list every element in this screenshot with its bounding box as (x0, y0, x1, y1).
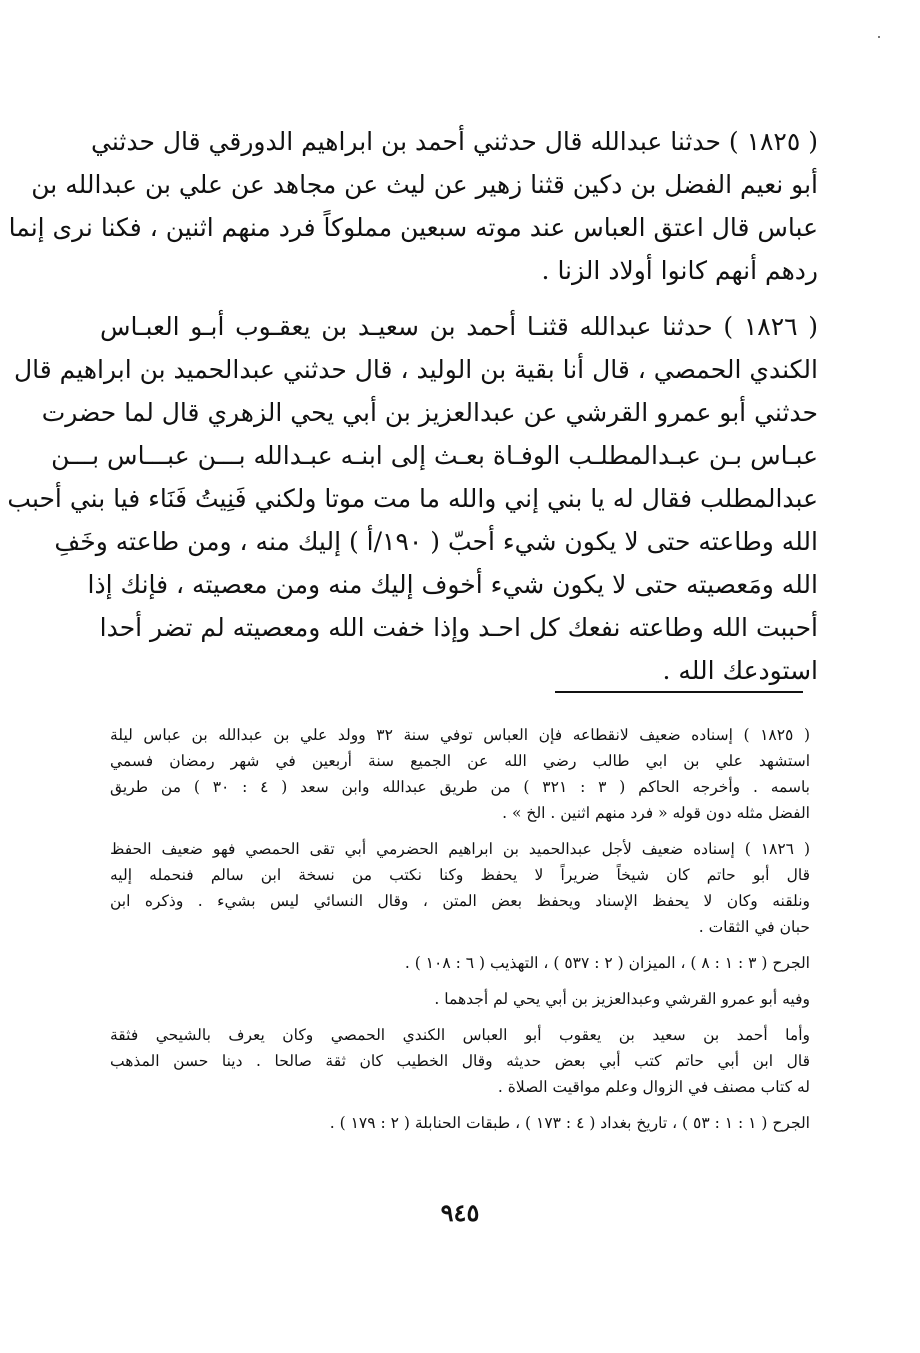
footnote-line: الفضل مثله دون قوله « فرد منهم اثنين . الخ » . (502, 804, 810, 822)
footnote-line: حبان في الثقات . (698, 918, 810, 936)
footnote-line: له كتاب مصنف في الزوال وعلم مواقيت الصلاة . (497, 1078, 810, 1096)
footnote-line: وفيه أبو عمرو القرشي وعبدالعزيز بن أبي يحي لم أجدهما . (434, 990, 810, 1008)
text-line: استودعك الله . (662, 656, 818, 685)
footnote-line: ( ١٨٢٥ ) إسناده ضعيف لانقطاعه فإن العباس توفي سنة ٣٢ وولد علي بن عبدالله بن عباس ليلة (110, 726, 810, 744)
hadith-1825 (8, 120, 818, 292)
footnote-references (110, 950, 810, 976)
text-line: حدثني أبو عمرو القرشي عن عبدالعزيز بن أبي يحي الزهري قال لما حضرت (41, 398, 818, 427)
text-line: عبدالمطلب فقال له يا بني إني والله ما مت موتا ولكني فَنِيتُ فَنَاء فيا بني أحبب (7, 484, 818, 513)
footnote-line: الجرح ( ٣ : ١ : ٨ ) ، الميزان ( ٢ : ٥٣٧ ) ، التهذيب ( ٦ : ١٠٨ ) . (404, 954, 810, 972)
text-line: ردهم أنهم كانوا أولاد الزنا . (541, 256, 818, 285)
text-line: الكندي الحمصي ، قال أنا بقية بن الوليد ، قال حدثني عبدالحميد بن ابراهيم قال (13, 355, 818, 384)
footnote-1825 (110, 722, 810, 826)
footnote-separator (555, 691, 803, 693)
footnotes (110, 722, 810, 1146)
footnote-line: قال أبو حاتم كان شيخاً ضريراً لا يحفظ وكنا نكتب من نسخة ابن سالم فنحمله إليه (110, 866, 810, 884)
footnote-line: وأما أحمد بن سعيد بن يعقوب أبو العباس الكندي الحمصي وكان يعرف بالشيحي فثقة (110, 1026, 810, 1044)
scan-speck (878, 36, 880, 38)
text-line: ( ١٨٢٥ ) حدثنا عبدالله قال حدثني أحمد بن ابراهيم الدورقي قال حدثني (90, 127, 818, 156)
text-line: الله ومَعصيته حتى لا يكون شيء أخوف إليك منه ومن معصيته ، فإنك إذا (87, 570, 818, 599)
text-line: أحببت الله وطاعته نفعك كل احـد وإذا خفت الله ومعصيته لم تضر أحدا (99, 613, 818, 642)
footnote-line: ( ١٨٢٦ ) إسناده ضعيف لأجل عبدالحميد بن ابراهيم الحضرمي أبي تقى الحمصي فهو ضعيف الحفظ (110, 840, 810, 858)
footnote-line: باسمه . وأخرجه الحاكم ( ٣ : ٣٢١ ) من طريق عبدالله وابن سعد ( ٤ : ٣٠ ) من طريق (110, 778, 810, 796)
text-line: أبو نعيم الفضل بن دكين قثنا زهير عن ليث عن مجاهد عن علي بن عبدالله بن (31, 170, 818, 199)
footnote-narrator-bio (110, 1022, 810, 1100)
text-line: الله وطاعته حتى لا يكون شيء أحبّ ( ١٩٠/أ ) إليك منه ، ومن طاعته وخَفِ (54, 527, 818, 556)
footnote-line: قال ابن أبي حاتم كتب أبي بعض حديثه وقال الخطيب كان ثقة صالحا . دينا حسن المذهب (110, 1052, 810, 1070)
text-line: ( ١٨٢٦ ) حدثنا عبدالله قثنـا أحمد بن سعيـد بن يعقـوب أبـو العبـاس (100, 312, 818, 341)
text-line: عباس قال اعتق العباس عند موته سبعين مملوكاً فرد منهم اثنين ، فكنا نرى إنما (8, 213, 818, 242)
hadith-1826 (7, 305, 818, 692)
footnote-1826 (110, 836, 810, 940)
footnote-line: الجرح ( ١ : ١ : ٥٣ ) ، تاريخ بغداد ( ٤ : ١٧٣ ) ، طبقات الحنابلة ( ٢ : ١٧٩ ) . (329, 1114, 810, 1132)
footnote-remark (110, 986, 810, 1012)
page-number: ٩٤٥ (440, 1198, 480, 1227)
text-line: عبـاس بـن عبـدالمطلـب الوفـاة بعـث إلى ابنـه عبـدالله بـــن عبـــاس بـــن (51, 441, 818, 470)
footnote-line: استشهد علي بن ابي طالب رضي الله عن الجميع سنة أربعين في شهر رمضان فسمي (110, 752, 810, 770)
footnote-line: ونلقنه وكان لا يحفظ الإسناد ويحفظ بعض المتن ، وقال النسائي ليس بشيء . وذكره ابن (110, 892, 810, 910)
main-text (7, 120, 818, 705)
footnote-references (110, 1110, 810, 1136)
